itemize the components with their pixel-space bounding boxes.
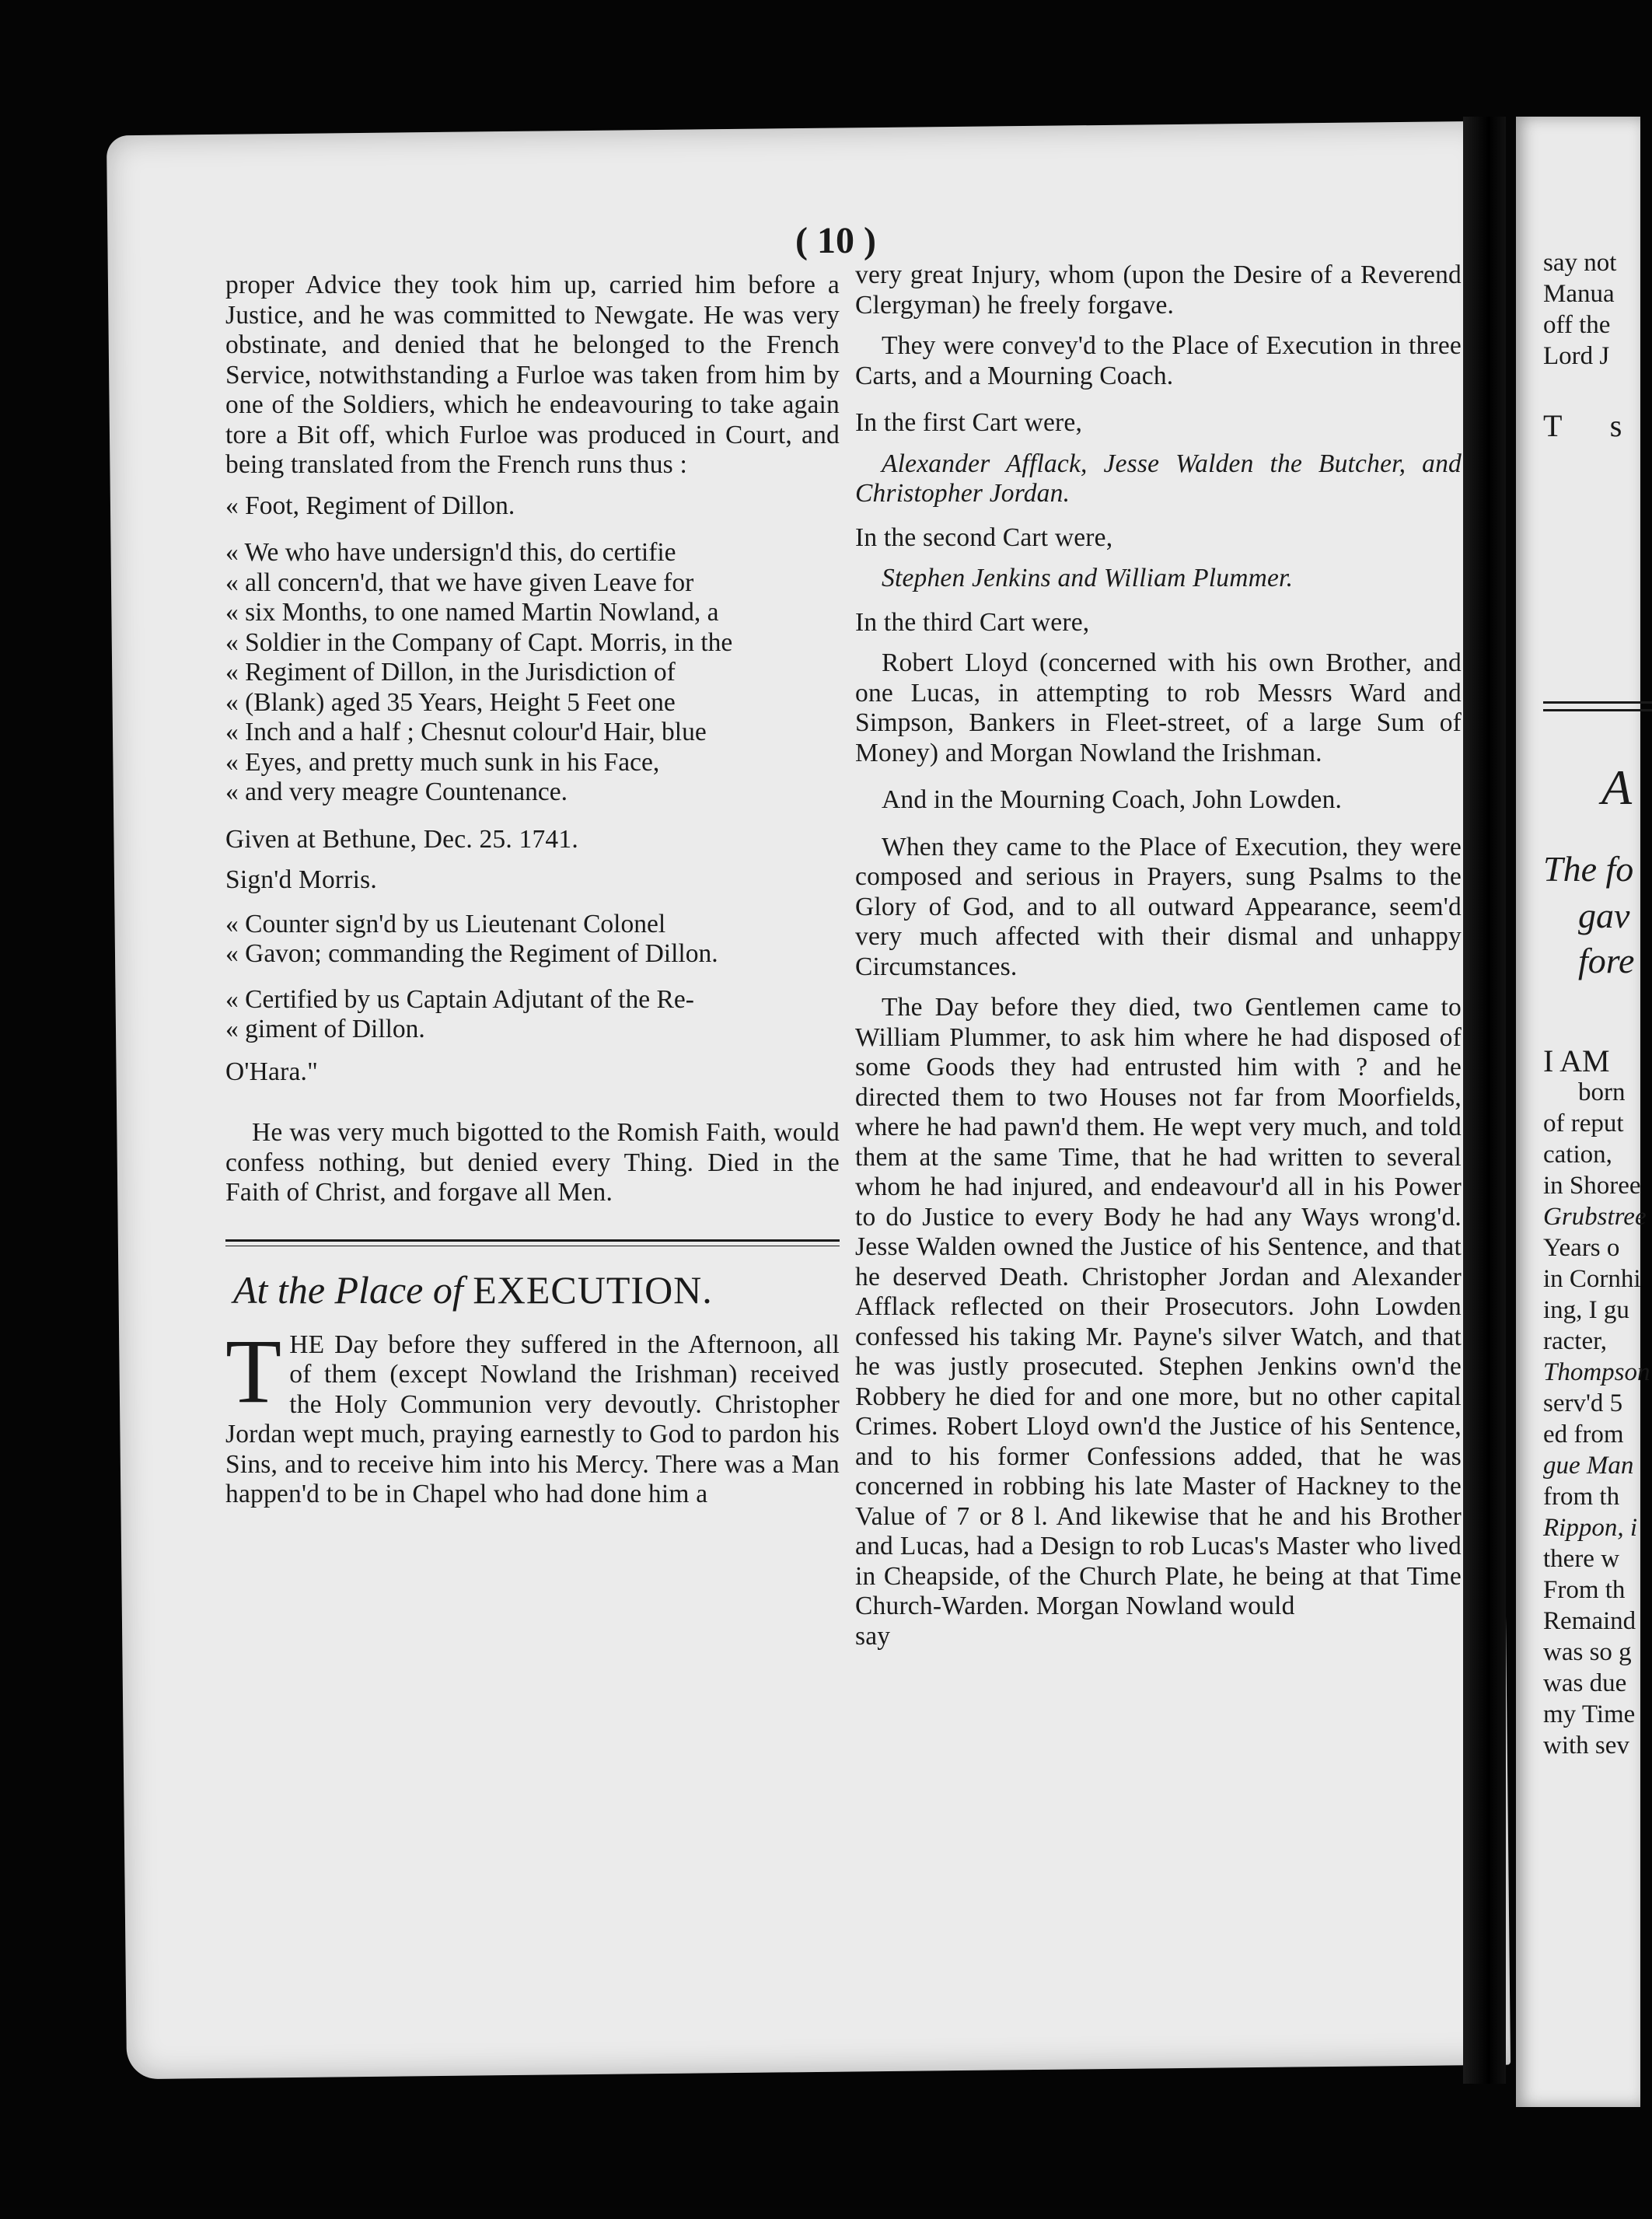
quote-line: « Gavon; commanding the Regiment of Dillon. [225, 939, 718, 968]
quote-line: « Counter sign'd by us Lieutenant Colonel [225, 909, 666, 938]
facing-fragment: gav [1578, 896, 1630, 935]
facing-fragment: ing, I gu [1543, 1296, 1629, 1324]
second-cart-names: Stephen Jenkins and William Plummer. [882, 564, 1294, 592]
facing-fragment: Grubstree [1543, 1203, 1647, 1231]
heading-italic: At the Place of [233, 1267, 473, 1312]
facing-fragment: Lord J [1543, 342, 1610, 370]
facing-fragment: gue Man [1543, 1452, 1634, 1480]
quote-line: « giment of Dillon. [225, 1015, 425, 1043]
quote-line: « Foot, Regiment of Dillon. [225, 491, 515, 520]
quote-line: « We who have undersign'd this, do certifie [225, 538, 676, 567]
given-at-line: Given at Bethune, Dec. 25. 1741. [225, 824, 578, 854]
facing-fragment: Thompson [1543, 1358, 1650, 1386]
paragraph-day-before [225, 1319, 840, 1510]
facing-fragment: was due [1543, 1669, 1627, 1697]
facing-fragment: of reput [1543, 1110, 1624, 1137]
paragraph-place: When they came to the Place of Execution, they were composed and serious in Prayers, sung Psalms to the Glory of God, and to all outward Appearance, seem'd very much affected with their dismal and unhappy Circumstances. [855, 832, 1462, 981]
furloe-quote [225, 491, 840, 808]
paragraph-advice: proper Advice they took him up, carried him before a Justice, and he was committed to Newgate. He was very obstinate, and denied that he belonged to the French Service, notwithstanding a Furloe was taken from him by one of the Soldiers, which he endeavouring to take again tore a Bit off, which Furloe was produced in Court, and being translated from the French runs thus : [225, 271, 840, 479]
certified [225, 985, 840, 1045]
facing-fragment: ed from [1543, 1421, 1624, 1448]
paragraph-conveyed: They were convey'd to the Place of Execution in three Carts, and a Mourning Coach. [855, 331, 1462, 390]
quote-line: « six Months, to one named Martin Nowland, a [225, 598, 719, 627]
paragraph-injury: very great Injury, whom (upon the Desire of a Reverend Clergyman) he freely forgave. [855, 260, 1462, 320]
signed-line: Sign'd Morris. [225, 865, 377, 894]
facing-fragment: was so g [1543, 1638, 1632, 1666]
facing-fragment: there w [1543, 1545, 1620, 1573]
facing-fragment: Rippon, i [1543, 1514, 1637, 1542]
quote-line: « Regiment of Dillon, in the Jurisdiction of [225, 658, 676, 687]
facing-fragment: T s [1543, 408, 1643, 443]
facing-fragment: Manua [1543, 280, 1615, 308]
ohara-signature: O'Hara." [225, 1057, 318, 1086]
catchword: say [855, 1621, 891, 1651]
facing-fragment: cation, [1543, 1141, 1612, 1169]
facing-rule [1543, 709, 1652, 711]
facing-fragment: Years o [1543, 1234, 1620, 1262]
facing-fragment: From th [1543, 1576, 1626, 1604]
paragraph-romish: He was very much bigotted to the Romish Faith, would confess nothing, but denied every Thing. Died in the Faith of Christ, and forgave all Men. [225, 1118, 840, 1207]
drop-cap: T [225, 1319, 282, 1422]
facing-fragment: I AM [1543, 1043, 1610, 1078]
facing-fragment: in Cornhi [1543, 1265, 1641, 1293]
facing-fragment: The fo [1543, 849, 1634, 889]
facing-fragment: with sev [1543, 1732, 1629, 1759]
first-cart-heading: In the first Cart were, [855, 408, 1083, 437]
quote-line: « (Blank) aged 35 Years, Height 5 Feet one [225, 687, 676, 717]
facing-fragment: A [1601, 760, 1633, 815]
facing-fragment: in Shoree [1543, 1172, 1641, 1200]
counter-signed [225, 910, 840, 970]
mourning-coach: And in the Mourning Coach, John Lowden. [882, 785, 1343, 814]
quote-line: « all concern'd, that we have given Leave for [225, 568, 694, 597]
quote-line: « Soldier in the Company of Capt. Morris, in the [225, 627, 733, 657]
facing-fragment: fore [1578, 941, 1635, 980]
quote-line: « Certified by us Captain Adjutant of the Re- [225, 984, 694, 1014]
facing-fragment: from th [1543, 1483, 1620, 1511]
facing-fragment: off the [1543, 311, 1611, 339]
left-column [225, 271, 840, 1521]
quote-line: « and very meagre Countenance. [225, 778, 568, 806]
right-column [855, 260, 1462, 1662]
paragraph-text: HE Day before they suffered in the Afternoon, all of them (except Nowland the Irishman) received the Holy Communion very devoutly. Christopher Jordan wept much, praying earnestly to God to pardon his Sins, and to receive him into his Mercy. There was a Man happen'd to be in Chapel who had done him a [225, 1330, 840, 1508]
second-cart-heading: In the second Cart were, [855, 522, 1113, 552]
section-rule [225, 1239, 840, 1246]
facing-fragment: serv'd 5 [1543, 1389, 1623, 1417]
facing-fragment: say not [1543, 249, 1617, 277]
paragraph-day-before-died: The Day before they died, two Gentlemen came to William Plummer, to ask him where he had disposed of some Goods they had entrusted him with ? and he directed them to two Houses not far from Moorfields, where he had pawn'd them. He wept very much, and told them at the same Time, that he had written to several whom he had injured, and endeavour'd all in his Power to do Justice to every Body he had any Ways wrong'd. Jesse Walden owned the Justice of his Sentence, and that he deserved Death. Christopher Jordan and Alexander Afflack reflected on their Prosecutors. John Lowden confessed his taking Mr. Payne's silver Watch, and that he was justly prosecuted. Stephen Jenkins own'd the Robbery he died for and one more, but no other capital Crimes. Robert Lloyd own'd the Justice of his Sentence, and to his former Confessions added, that he was concerned in robbing his late Master of Hackney to the Value of 7 or 8 l. And likewise that he and his Brother and Lucas, had a Design to rob Lucas's Master who lived in Cheapside, of the Church Plate, he being at that Time Church-Warden. Morgan Nowland would [855, 993, 1462, 1620]
heading-caps: EXECUTION. [473, 1267, 713, 1312]
facing-fragment: my Time [1543, 1700, 1636, 1728]
facing-fragment: racter, [1543, 1327, 1608, 1355]
third-cart-heading: In the third Cart were, [855, 607, 1090, 637]
facing-rule [1543, 701, 1652, 704]
first-cart-names: Alexander Afflack, Jesse Walden the Butcher, and Christopher Jordan. [855, 449, 1462, 508]
quote-line: « Inch and a half ; Chesnut colour'd Hair, blue [225, 718, 707, 746]
section-heading [233, 1267, 840, 1313]
book-gutter [1463, 117, 1506, 2084]
page-number: ( 10 ) [795, 220, 876, 261]
third-cart-names: Robert Lloyd (concerned with his own Brother, and one Lucas, in attempting to rob Messrs Ward and Simpson, Bankers in Fleet-street, of a large Sum of Money) and Morgan Nowland the Irishman. [855, 648, 1462, 767]
facing-fragment: Remaind [1543, 1607, 1636, 1635]
facing-fragment: born [1578, 1078, 1626, 1106]
quote-line: « Eyes, and pretty much sunk in his Face, [225, 747, 660, 777]
